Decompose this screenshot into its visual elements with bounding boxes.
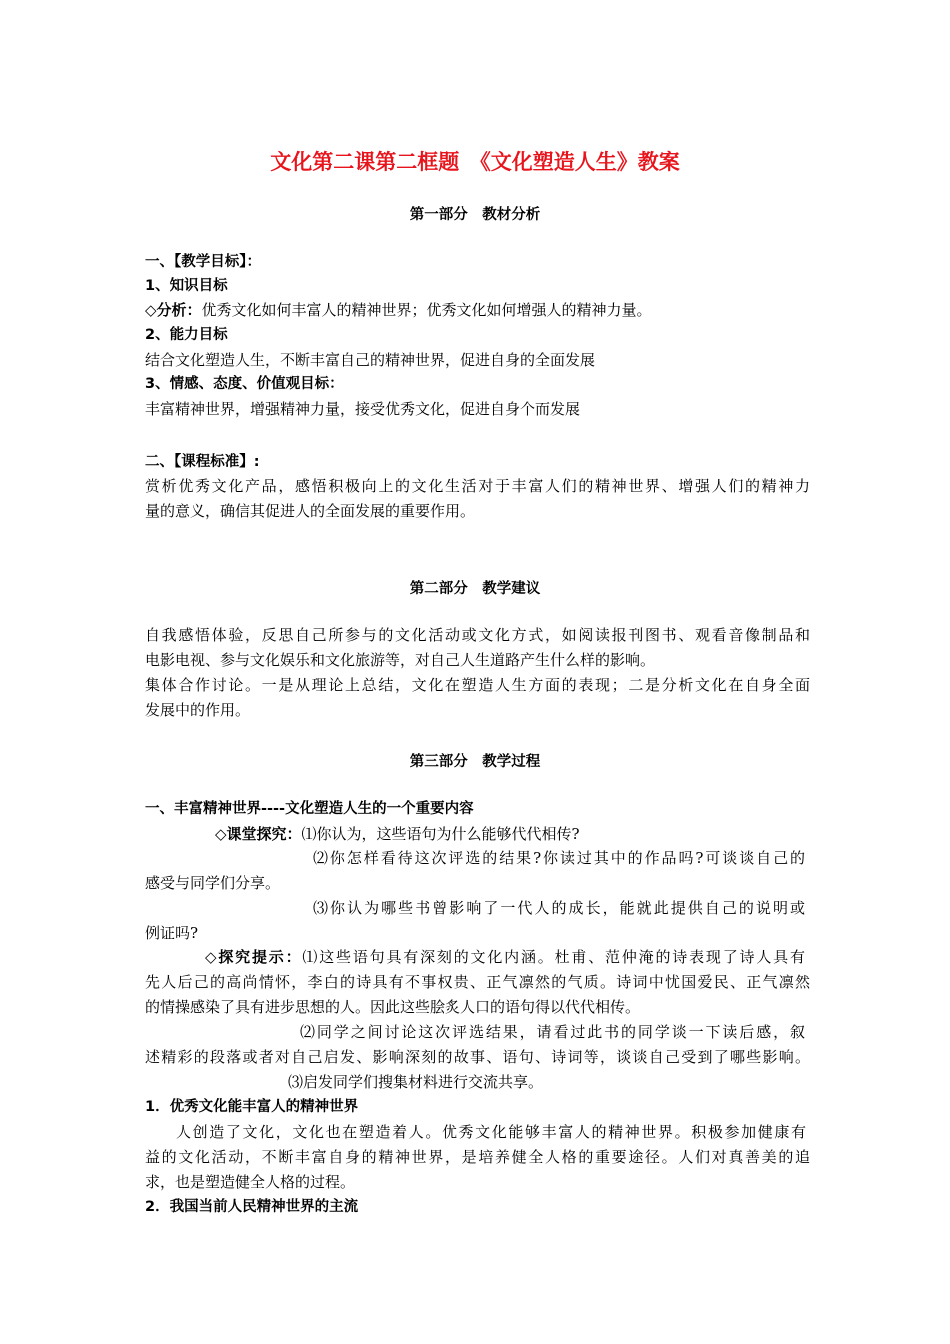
knowledge-line <box>145 298 810 323</box>
hint-1-line-2: 先人后己的高尚情怀，李白的诗具有不事权贵、正气凛然的气质。诗词中忧国爱民、正气凛然 <box>145 973 810 991</box>
hint-line-1 <box>205 945 805 970</box>
hint-1-line-3: 的情操感染了具有进步思想的人。因此这些脍炙人口的语句得以代代相传。 <box>145 998 641 1016</box>
document-title: 文化第二课第二框题 《文化塑造人生》教案 <box>270 150 680 174</box>
part2-heading: 第二部分 教学建议 <box>409 581 541 597</box>
subsection-1-line-2: 益的文化活动，不断丰富自身的精神世界，是培养健全人格的重要途径。人们对真善美的追 <box>145 1148 810 1166</box>
knowledge-label: ◇分析： <box>145 301 202 319</box>
suggestion-2-line-2: 发展中的作用。 <box>145 701 251 719</box>
suggestion-1-line-2: 电影电视、参与文化娱乐和文化旅游等，对自己人生道路产生什么样的影响。 <box>145 651 656 669</box>
explore-label: ◇课堂探究： <box>215 825 302 843</box>
standard-heading: 二、【课程标准】: <box>145 454 260 470</box>
knowledge-heading: 1、知识目标 <box>145 278 228 294</box>
standard-line-1: 赏析优秀文化产品，感悟积极向上的文化生活对于丰富人们的精神世界、增强人们的精神力 <box>145 477 810 495</box>
ability-heading: 2、能力目标 <box>145 327 228 343</box>
knowledge-text: 优秀文化如何丰富人的精神世界；优秀文化如何增强人的精神力量。 <box>201 301 652 319</box>
suggestion-1-line-1: 自我感悟体验，反思自己所参与的文化活动或文化方式，如阅读报刊图书、观看音像制品和 <box>145 626 810 644</box>
emotion-heading: 3、情感、态度、价值观目标： <box>145 376 344 392</box>
subsection-1-line-1: 人创造了文化，文化也在塑造着人。优秀文化能够丰富人的精神世界。积极参加健康有 <box>176 1123 806 1141</box>
question-3-line-1: ⑶你认为哪些书曾影响了一代人的成长，能就此提供自己的说明或 <box>313 899 805 917</box>
subsection-1-heading: 1．优秀文化能丰富人的精神世界 <box>145 1099 359 1115</box>
ability-text: 结合文化塑造人生，不断丰富自己的精神世界，促进自身的全面发展 <box>145 351 596 369</box>
part1-heading: 第一部分 教材分析 <box>409 207 541 223</box>
emotion-text: 丰富精神世界，增强精神力量，接受优秀文化，促进自身个而发展 <box>145 400 581 418</box>
hint-label: ◇探究提示： <box>205 948 303 966</box>
hint-1-line-1: ⑴这些语句具有深刻的文化内涵。杜甫、范仲淹的诗表现了诗人具有 <box>302 948 805 966</box>
explore-line-1 <box>215 822 810 847</box>
standard-line-2: 量的意义，确信其促进人的全面发展的重要作用。 <box>145 502 476 520</box>
subsection-1-line-3: 求，也是塑造健全人格的过程。 <box>145 1173 356 1191</box>
subsection-2-heading: 2．我国当前人民精神世界的主流 <box>145 1199 359 1215</box>
part3-heading: 第三部分 教学过程 <box>409 754 541 770</box>
question-2-line-2: 感受与同学们分享。 <box>145 874 281 892</box>
hint-2-line-1: ⑵同学之间讨论这次评选结果，请看过此书的同学谈一下读后感，叙 <box>300 1023 805 1041</box>
hint-3: ⑶启发同学们搜集材料进行交流共享。 <box>288 1073 544 1091</box>
question-1: ⑴你认为，这些语句为什么能够代代相传? <box>301 825 580 843</box>
goals-heading: 一、【教学目标】： <box>145 254 261 270</box>
suggestion-2-line-1: 集体合作讨论。一是从理论上总结，文化在塑造人生方面的表现；二是分析文化在自身全面 <box>145 676 810 694</box>
question-3-line-2: 例证吗? <box>145 924 199 942</box>
hint-2-line-2: 述精彩的段落或者对自己启发、影响深刻的故事、语句、诗词等，谈谈自己受到了哪些影响。 <box>145 1048 810 1066</box>
question-2-line-1: ⑵你怎样看待这次评选的结果?你读过其中的作品吗?可谈谈自己的 <box>313 849 805 867</box>
section-1-heading: 一、丰富精神世界----文化塑造人生的一个重要内容 <box>145 801 474 817</box>
